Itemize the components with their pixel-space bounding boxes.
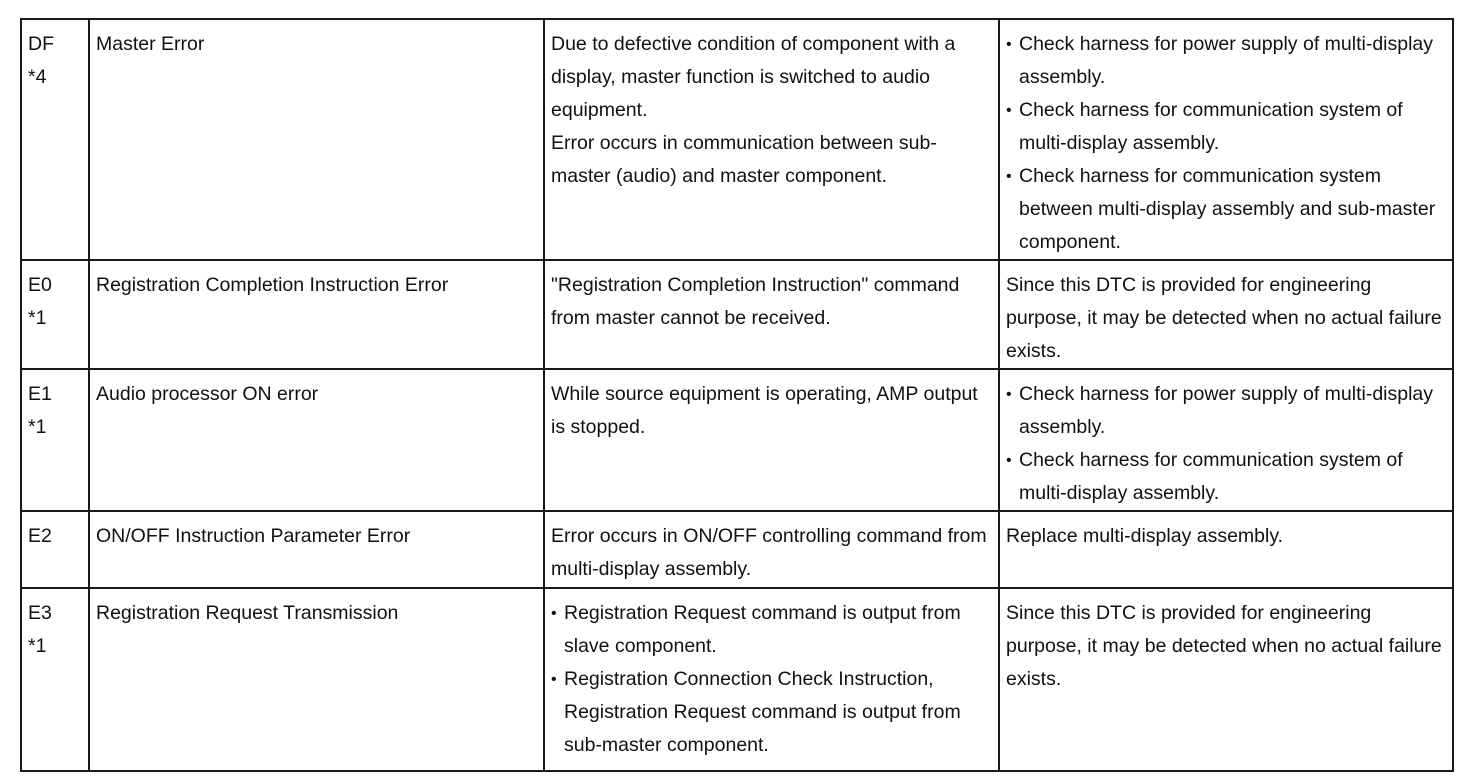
trouble-area-text: Since this DTC is provided for engineering purpose, it may be detected when no actual failure exists. bbox=[1006, 602, 1442, 690]
detection-item-cell bbox=[89, 588, 544, 771]
trouble-area-text: Replace multi-display assembly. bbox=[1006, 525, 1284, 547]
detection-item: Audio processor ON error bbox=[96, 383, 319, 405]
dtc-code-cell bbox=[21, 260, 89, 369]
list-item: • Registration Connection Check Instruction, Registration Request command is output from sub-master component. bbox=[551, 663, 992, 762]
trouble-area-cell bbox=[999, 19, 1453, 260]
trouble-area-list bbox=[1006, 378, 1446, 510]
detection-item: Master Error bbox=[96, 33, 205, 55]
list-item: • Registration Request command is output from slave component. bbox=[551, 597, 992, 663]
trouble-area-list bbox=[1006, 28, 1446, 259]
detection-item-cell bbox=[89, 369, 544, 511]
condition-text: While source equipment is operating, AMP output is stopped. bbox=[551, 383, 978, 438]
detection-item-cell bbox=[89, 19, 544, 260]
trouble-area-cell bbox=[999, 260, 1453, 369]
trouble-area-cell bbox=[999, 511, 1453, 588]
condition-text: Error occurs in ON/OFF controlling command from multi-display assembly. bbox=[551, 525, 987, 580]
list-item: • Check harness for communication system of multi-display assembly. bbox=[1006, 94, 1446, 160]
list-item: • Check harness for communication system between multi-display assembly and sub-master component. bbox=[1006, 160, 1446, 259]
dtc-code: E1 bbox=[28, 383, 52, 405]
condition-text: Error occurs in communication between sub-master (audio) and master component. bbox=[551, 132, 937, 187]
detection-condition-cell bbox=[544, 260, 999, 369]
condition-list bbox=[551, 597, 992, 762]
dtc-note: *1 bbox=[28, 635, 47, 657]
detection-condition-cell bbox=[544, 588, 999, 771]
dtc-code-cell bbox=[21, 588, 89, 771]
table-row bbox=[21, 369, 1453, 511]
table-row bbox=[21, 19, 1453, 260]
list-item: • Check harness for communication system of multi-display assembly. bbox=[1006, 444, 1446, 510]
table-row bbox=[21, 588, 1453, 771]
dtc-note: *4 bbox=[28, 66, 47, 88]
table-row bbox=[21, 511, 1453, 588]
detection-item: ON/OFF Instruction Parameter Error bbox=[96, 525, 411, 547]
dtc-table bbox=[20, 18, 1454, 772]
dtc-code-cell bbox=[21, 369, 89, 511]
detection-condition-cell bbox=[544, 19, 999, 260]
dtc-code-cell bbox=[21, 511, 89, 588]
detection-condition-cell bbox=[544, 511, 999, 588]
dtc-note: *1 bbox=[28, 307, 47, 329]
dtc-note: *1 bbox=[28, 416, 47, 438]
detection-condition-cell bbox=[544, 369, 999, 511]
detection-item-cell bbox=[89, 511, 544, 588]
trouble-area-text: Since this DTC is provided for engineering purpose, it may be detected when no actual failure exists. bbox=[1006, 274, 1442, 362]
dtc-code: E3 bbox=[28, 602, 52, 624]
detection-item: Registration Request Transmission bbox=[96, 602, 399, 624]
list-item: • Check harness for power supply of multi-display assembly. bbox=[1006, 28, 1446, 94]
condition-text: "Registration Completion Instruction" command from master cannot be received. bbox=[551, 274, 960, 329]
dtc-code-cell bbox=[21, 19, 89, 260]
trouble-area-cell bbox=[999, 369, 1453, 511]
dtc-code: DF bbox=[28, 33, 54, 55]
table-row bbox=[21, 260, 1453, 369]
dtc-code: E2 bbox=[28, 525, 52, 547]
dtc-code: E0 bbox=[28, 274, 52, 296]
condition-text: Due to defective condition of component with a display, master function is switched to audio equipment. bbox=[551, 33, 956, 121]
trouble-area-cell bbox=[999, 588, 1453, 771]
list-item: • Check harness for power supply of multi-display assembly. bbox=[1006, 378, 1446, 444]
detection-item-cell bbox=[89, 260, 544, 369]
detection-item: Registration Completion Instruction Error bbox=[96, 274, 449, 296]
